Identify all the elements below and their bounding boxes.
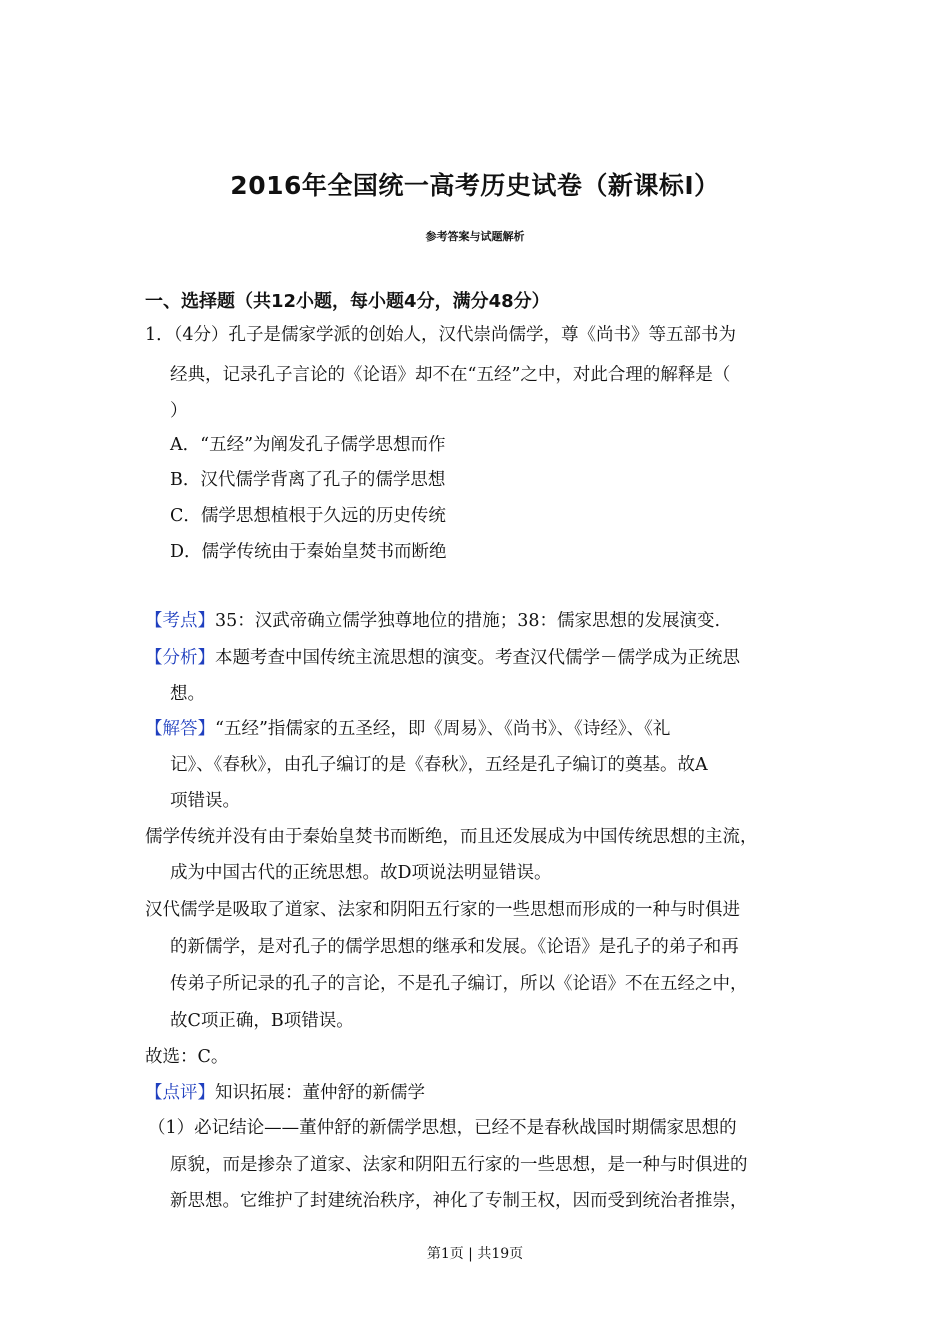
fenxi-text-cont: 想。 [170, 684, 205, 704]
jieda-text-cont: 项错误。 [170, 791, 240, 811]
fenxi-tag: 【分析】 [145, 648, 215, 668]
paragraph-line: 汉代儒学是吸取了道家、法家和阴阳五行家的一些思想而形成的一种与时俱进 [145, 900, 740, 920]
question-line: ） [170, 401, 188, 421]
option-d: D．儒学传统由于秦始皇焚书而断绝 [170, 542, 447, 562]
option-b: B．汉代儒学背离了孔子的儒学思想 [170, 470, 446, 490]
dianping-tag: 【点评】 [145, 1083, 215, 1103]
jieda-text-cont: 记》、《春秋》，由孔子编订的是《春秋》，五经是孔子编订的奠基。故A [170, 755, 708, 775]
kaodian-tag: 【考点】 [145, 611, 215, 631]
kaodian-line [145, 609, 720, 633]
kaodian-text: 35：汉武帝确立儒学独尊地位的措施；38：儒家思想的发展演变. [215, 611, 721, 631]
option-a: A．“五经”为阐发孔子儒学思想而作 [170, 435, 446, 455]
option-c: C．儒学思想植根于久远的历史传统 [170, 506, 446, 526]
dianping-text: 知识拓展：董仲舒的新儒学 [215, 1083, 425, 1103]
section-heading: 一、选择题（共12小题，每小题4分，满分48分） [145, 291, 550, 312]
jieda-tag: 【解答】 [145, 719, 215, 739]
paragraph-line: 传弟子所记录的孔子的言论，不是孔子编订，所以《论语》不在五经之中， [170, 974, 748, 994]
point-line: （1）必记结论——董仲舒的新儒学思想，已经不是春秋战国时期儒家思想的 [148, 1118, 737, 1138]
paragraph-line: 儒学传统并没有由于秦始皇焚书而断绝，而且还发展成为中国传统思想的主流， [145, 827, 758, 847]
dianping-line [145, 1081, 425, 1105]
point-line: 原貌，而是掺杂了道家、法家和阴阳五行家的一些思想，是一种与时俱进的 [170, 1155, 748, 1175]
answer-line: 故选：C。 [145, 1047, 229, 1067]
jieda-text: “五经”指儒家的五圣经，即《周易》、《尚书》、《诗经》、《礼 [215, 719, 671, 739]
paragraph-line: 成为中国古代的正统思想。故D项说法明显错误。 [170, 863, 552, 883]
paragraph-line: 故C项正确，B项错误。 [170, 1011, 354, 1031]
point-line: 新思想。它维护了封建统治秩序，神化了专制王权，因而受到统治者推崇， [170, 1191, 748, 1211]
paragraph-line: 的新儒学，是对孔子的儒学思想的继承和发展。《论语》是孔子的弟子和再 [170, 937, 739, 957]
question-line: 1．（4分）孔子是儒家学派的创始人，汉代崇尚儒学，尊《尚书》等五部书为 [145, 325, 737, 345]
page-footer: 第1页 | 共19页 [426, 1246, 524, 1262]
fenxi-line [145, 646, 740, 670]
jieda-line [145, 717, 670, 741]
document-title: 2016年全国统一高考历史试卷（新课标Ⅰ） [230, 171, 720, 200]
fenxi-text: 本题考查中国传统主流思想的演变。考查汉代儒学－儒学成为正统思 [215, 648, 740, 668]
document-subtitle: 参考答案与试题解析 [425, 230, 525, 243]
question-line: 经典，记录孔子言论的《论语》却不在“五经”之中，对此合理的解释是（ [170, 365, 731, 385]
